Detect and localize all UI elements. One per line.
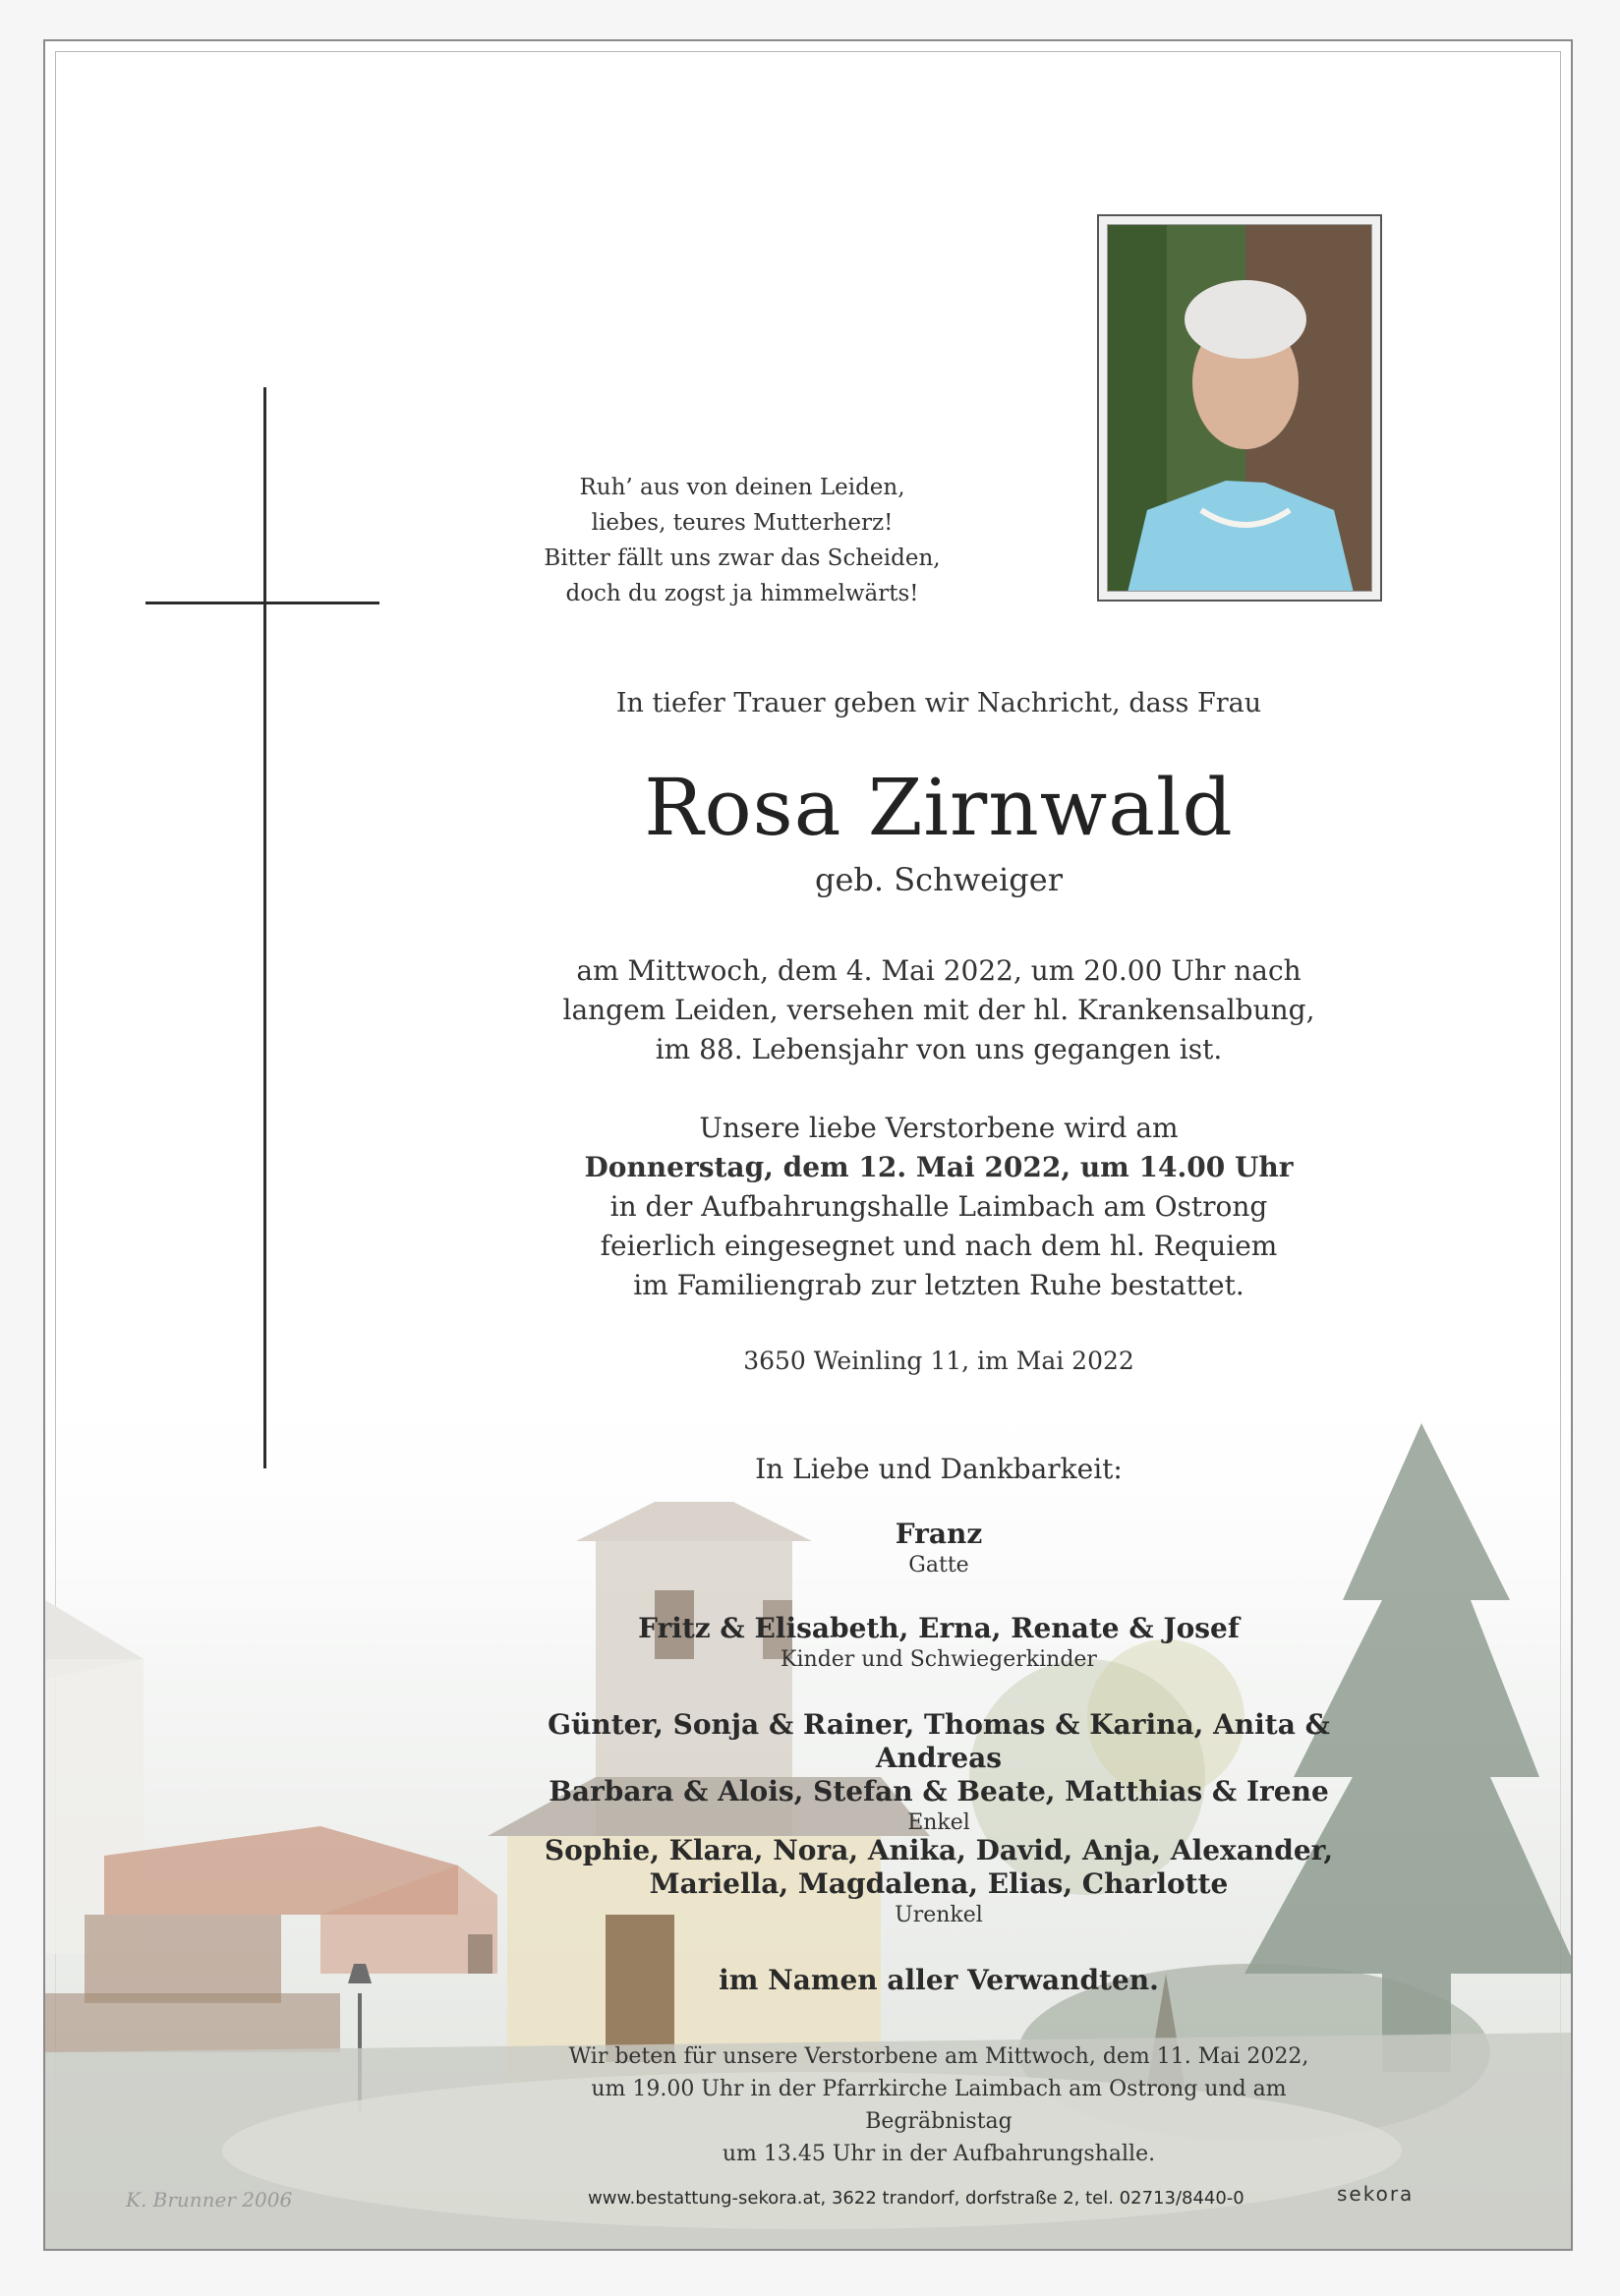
sekora-logo: sekora [1337, 2182, 1415, 2206]
mourner-names: Mariella, Magdalena, Elias, Charlotte [649, 1867, 1229, 1900]
place-date: 3650 Weinling 11, im Mai 2022 [743, 1347, 1134, 1375]
funeral-line: feierlich eingesegnet und nach dem hl. Requiem [600, 1230, 1278, 1262]
prayer-line: um 13.45 Uhr in der Aufbahrungshalle. [722, 2142, 1156, 2166]
cross-vertical-bar [263, 387, 266, 1468]
mourner-names: Günter, Sonja & Rainer, Thomas & Karina, Anita & Andreas [548, 1708, 1330, 1774]
portrait-photo [1107, 224, 1372, 592]
poem-line: doch du zogst ja himmelwärts! [565, 581, 919, 606]
death-line: langem Leiden, versehen mit der hl. Krankensalbung, [562, 994, 1315, 1026]
funeral-line: in der Aufbahrungshalle Laimbach am Ostrong [609, 1190, 1268, 1223]
poem-line: liebes, teures Mutterherz! [591, 510, 894, 536]
death-paragraph [531, 951, 1347, 1069]
poem-line: Ruh’ aus von deinen Leiden, [579, 475, 905, 500]
poem [511, 470, 973, 611]
poem-line: Bitter fällt uns zwar das Scheiden, [544, 545, 941, 571]
funeral-paragraph [531, 1109, 1347, 1305]
mourner-group-spouse [531, 1518, 1347, 1580]
relatives-line: im Namen aller Verwandten. [719, 1964, 1159, 1996]
mourner-names: Fritz & Elisabeth, Erna, Renate & Josef [638, 1612, 1240, 1644]
death-line: am Mittwoch, dem 4. Mai 2022, um 20.00 Uhr nach [576, 954, 1302, 987]
mourner-group-children [531, 1612, 1347, 1675]
mourner-role: Gatte [908, 1553, 969, 1578]
painter-signature: K. Brunner 2006 [126, 2188, 293, 2211]
mourner-role: Urenkel [895, 1903, 983, 1927]
cross-horizontal-bar [145, 602, 379, 604]
mourner-names: Sophie, Klara, Nora, Anika, David, Anja, Alexander, [544, 1834, 1334, 1866]
intro-text: In tiefer Trauer geben wir Nachricht, dass Frau [615, 688, 1262, 718]
mourner-names: Franz [895, 1518, 983, 1550]
mourner-names: Barbara & Alois, Stefan & Beate, Matthias & Irene [549, 1775, 1329, 1808]
footer-contact: www.bestattung-sekora.at, 3622 trandorf, dorfstraße 2, tel. 02713/8440-0 [588, 2188, 1244, 2209]
funeral-line: im Familiengrab zur letzten Ruhe bestattet. [633, 1269, 1244, 1301]
portrait-photo-frame [1097, 214, 1382, 602]
death-line: im 88. Lebensjahr von uns gegangen ist. [655, 1033, 1223, 1065]
maiden-name: geb. Schweiger [815, 861, 1063, 898]
mourners-heading: In Liebe und Dankbarkeit: [755, 1453, 1123, 1485]
prayer-line: um 19.00 Uhr in der Pfarrkirche Laimbach am Ostrong und am Begräbnistag [591, 2077, 1287, 2134]
prayer-line: Wir beten für unsere Verstorbene am Mittwoch, dem 11. Mai 2022, [568, 2044, 1309, 2069]
mourner-role: Enkel [907, 1810, 970, 1835]
funeral-date: Donnerstag, dem 12. Mai 2022, um 14.00 Uhr [584, 1151, 1294, 1183]
mourner-role: Kinder und Schwiegerkinder [781, 1647, 1097, 1672]
mourner-group-grandchildren [531, 1708, 1347, 1838]
prayer-note [531, 2040, 1347, 2170]
mourner-group-great-grandchildren [531, 1834, 1347, 1930]
funeral-line: Unsere liebe Verstorbene wird am [699, 1112, 1179, 1144]
deceased-name: Rosa Zirnwald [644, 762, 1234, 853]
